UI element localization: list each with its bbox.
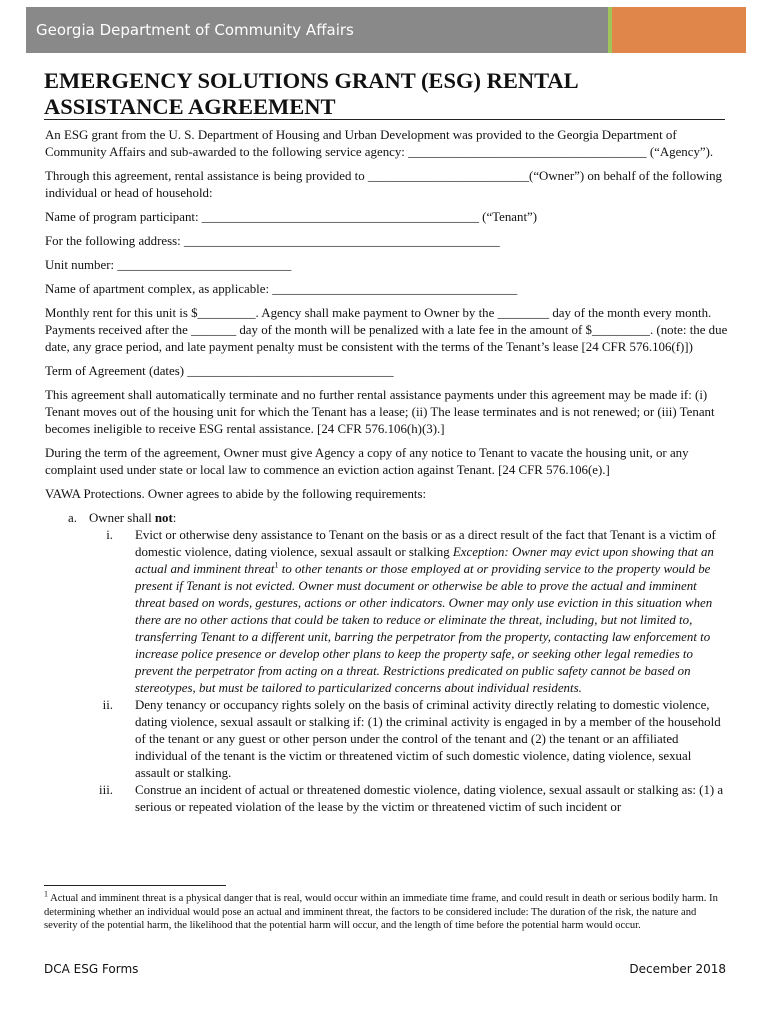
- list-a-suffix: :: [172, 511, 177, 525]
- vawa-paragraph: VAWA Protections. Owner agrees to abide by the following requirements:: [45, 487, 427, 501]
- footnote-rule: [44, 885, 226, 886]
- footnote-text: Actual and imminent threat is a physical danger that is real, would occur within an immediate time frame, and could result in death or serious bodily harm. In determining whether an individual would pose an actual and imminent threat, the factors to be considered include: The duration of the risk, the nature and severity of the potential harm, the likelihood that the potential harm will occur, and the length of time before the potential harm would occur.: [44, 893, 718, 932]
- termination-paragraph: This agreement shall automatically terminate and no further rental assistance payments under this agreement may be made if: (i) Tenant moves out of the housing unit for which the Tenant has a lease; (ii) The lease terminates and is not renewed; or (iii) Tenant becomes ineligible to receive ESG rental assistance. [24 CFR 576.106(h)(3).]: [45, 388, 715, 436]
- document-body: [45, 127, 729, 816]
- list-item-iii: [91, 782, 729, 816]
- list-i-exception-start: Exception: Owner may evict upon showing that an actual and imminent threat: [135, 545, 714, 576]
- document-title: [44, 68, 734, 120]
- list-i-exception-rest: to other tenants or those employed at or providing service to the property would be present if Tenant is not evicted. Owner must document or otherwise be able to prove the actual and imminent threat based on words, gestures, actions or other indicators. Owner may only use eviction in this situation when there are no other actions that could be taken to reduce or eliminate the threat, including, but not limited to, transferring Tenant to a different unit, barring the perpetrator from the property, contacting law enforcement to increase police presence or develop other plans to keep the property safe, or seeking other legal remedies to prevent the perpetrator from acting on a threat. Restrictions predicated on public safety cannot be based on stereotypes, but must be tailored to particularized concerns about individual residents.: [135, 562, 713, 695]
- complex-field: Name of apartment complex, as applicable: ______________________________________: [45, 282, 518, 296]
- list-iii-text: Construe an incident of actual or threatened domestic violence, dating violence, sexual assault or stalking as: (1) a serious or repeated violation of the lease by the victim or threatened victim of such incident or: [135, 783, 724, 814]
- participant-field: Name of program participant: ___________________________________________ (“Tenant”): [45, 210, 538, 224]
- list-a-prefix: Owner shall: [89, 511, 155, 525]
- title-line-1: EMERGENCY SOLUTIONS GRANT (ESG) RENTAL: [44, 68, 579, 93]
- list-item-ii: [91, 697, 729, 782]
- list-marker-i: i.: [106, 528, 113, 542]
- term-field: Term of Agreement (dates) ________________________________: [45, 364, 394, 378]
- title-line-2: ASSISTANCE AGREEMENT: [44, 94, 336, 119]
- footer-form-name: DCA ESG Forms: [44, 962, 139, 976]
- list-marker-ii: ii.: [102, 698, 113, 712]
- list-marker-iii: iii.: [99, 783, 113, 797]
- title-rule: [44, 119, 725, 120]
- list-item-a: [68, 510, 729, 527]
- list-marker-a: a.: [68, 511, 77, 525]
- footer-date: December 2018: [629, 962, 726, 976]
- header-accent-block: [612, 7, 746, 53]
- rent-paragraph: Monthly rent for this unit is $_________. Agency shall make payment to Owner by the ________ day of the month every month. Payments received after the _______ day of the month will be penalized with a late fee in the amount of $_________. (note: the due date, any grace period, and late payment penalty must be consistent with the terms of the Tenant’s lease [24 CFR 576.106(f)]): [45, 306, 728, 354]
- header-org-name: Georgia Department of Community Affairs: [36, 21, 354, 39]
- header-bar: [26, 7, 608, 53]
- notice-paragraph: During the term of the agreement, Owner must give Agency a copy of any notice to Tenant to vacate the housing unit, or any complaint used under state or local law to commence an eviction action against Tenant. [24 CFR 576.106(e).]: [45, 446, 689, 477]
- list-a-bold: not: [154, 511, 173, 525]
- unit-field: Unit number: ___________________________: [45, 258, 292, 272]
- list-item-i: [91, 527, 729, 697]
- footnote: [44, 889, 728, 933]
- list-ii-text: Deny tenancy or occupancy rights solely on the basis of criminal activity directly relating to domestic violence, dating violence, sexual assault or stalking if: (1) the criminal activity is engaged in by a member of the household of the tenant or any guest or other person under the control of the tenant and (2) the tenant or an affiliated individual of the tenant is the victim or threatened victim of such domestic violence, dating violence, sexual assault or stalking.: [135, 698, 721, 780]
- footnote-reference[interactable]: 1: [274, 560, 279, 570]
- address-field: For the following address: _________________________________________________: [45, 234, 500, 248]
- list-i-text: Evict or otherwise deny assistance to Tenant on the basis or as a direct result of the fact that Tenant is a victim of domestic violence, dating violence, sexual assault or stalking: [135, 528, 716, 559]
- owner-paragraph: Through this agreement, rental assistance is being provided to _________________________(“Owner”) on behalf of the following individual or head of household:: [45, 169, 722, 200]
- intro-paragraph: An ESG grant from the U. S. Department of Housing and Urban Development was provided to the Georgia Department of Community Affairs and sub-awarded to the following service agency: _____________________________________ (“Agency”).: [45, 128, 714, 159]
- footnote-number: 1: [44, 889, 48, 899]
